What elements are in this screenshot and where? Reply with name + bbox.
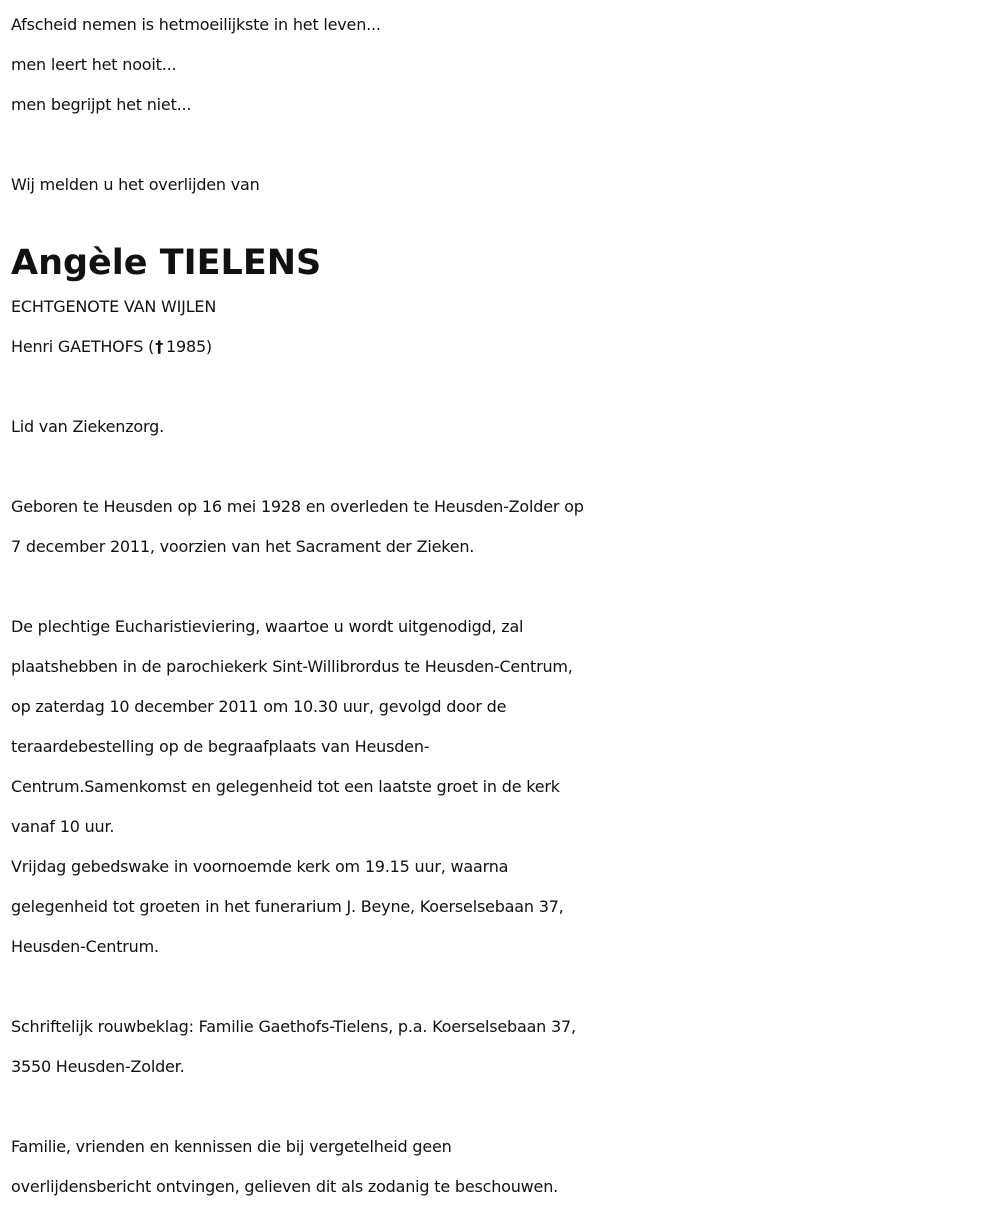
deceased-name: Angèle TIELENS — [11, 243, 322, 283]
ceremony-line-6: vanaf 10 uur. — [11, 817, 115, 836]
ceremony-line-7: Vrijdag gebedswake in voornoemde kerk om 19.15 uur, waarna — [11, 857, 509, 876]
spouse-suffix: 1985) — [166, 337, 212, 356]
poem-line-3: men begrijpt het niet... — [11, 95, 192, 114]
ceremony-line-1: De plechtige Eucharistieviering, waartoe u wordt uitgenodigd, zal — [11, 617, 524, 636]
poem-line-1: Afscheid nemen is hetmoeilijkste in het leven... — [11, 15, 381, 34]
birth-death-line-2: 7 december 2011, voorzien van het Sacrament der Zieken. — [11, 537, 475, 556]
ceremony-line-9: Heusden-Centrum. — [11, 937, 159, 956]
spouse-prefix: Henri GAETHOFS ( — [11, 337, 155, 356]
spacer — [11, 447, 991, 487]
announcement: Wij melden u het overlijden van — [11, 175, 260, 194]
obituary-text — [11, 5, 991, 1207]
ceremony-line-3: op zaterdag 10 december 2011 om 10.30 uur, gevolgd door de — [11, 697, 507, 716]
spacer — [11, 1087, 991, 1127]
spacer — [11, 967, 991, 1007]
condolences-line-1: Schriftelijk rouwbeklag: Familie Gaethofs-Tielens, p.a. Koerselsebaan 37, — [11, 1017, 576, 1036]
ceremony-line-5: Centrum.Samenkomst en gelegenheid tot een laatste groet in de kerk — [11, 777, 560, 796]
ceremony-line-2: plaatshebben in de parochiekerk Sint-Willibrordus te Heusden-Centrum, — [11, 657, 573, 676]
closing-line-1: Familie, vrienden en kennissen die bij vergetelheid geen — [11, 1137, 452, 1156]
birth-death-line-1: Geboren te Heusden op 16 mei 1928 en overleden te Heusden-Zolder op — [11, 497, 584, 516]
spacer — [11, 367, 991, 407]
closing-line-2: overlijdensbericht ontvingen, gelieven dit als zodanig te beschouwen. — [11, 1177, 559, 1196]
spacer — [11, 567, 991, 607]
deceased-relation: ECHTGENOTE VAN WIJLEN — [11, 297, 217, 316]
cross-icon: † — [155, 337, 163, 356]
poem-line-2: men leert het nooit... — [11, 55, 177, 74]
spouse-line — [11, 327, 991, 367]
membership: Lid van Ziekenzorg. — [11, 417, 164, 436]
spacer — [11, 205, 991, 237]
spacer — [11, 125, 991, 165]
condolences-line-2: 3550 Heusden-Zolder. — [11, 1057, 185, 1076]
ceremony-line-4: teraardebestelling op de begraafplaats van Heusden- — [11, 737, 430, 756]
ceremony-line-8: gelegenheid tot groeten in het funerarium J. Beyne, Koerselsebaan 37, — [11, 897, 564, 916]
